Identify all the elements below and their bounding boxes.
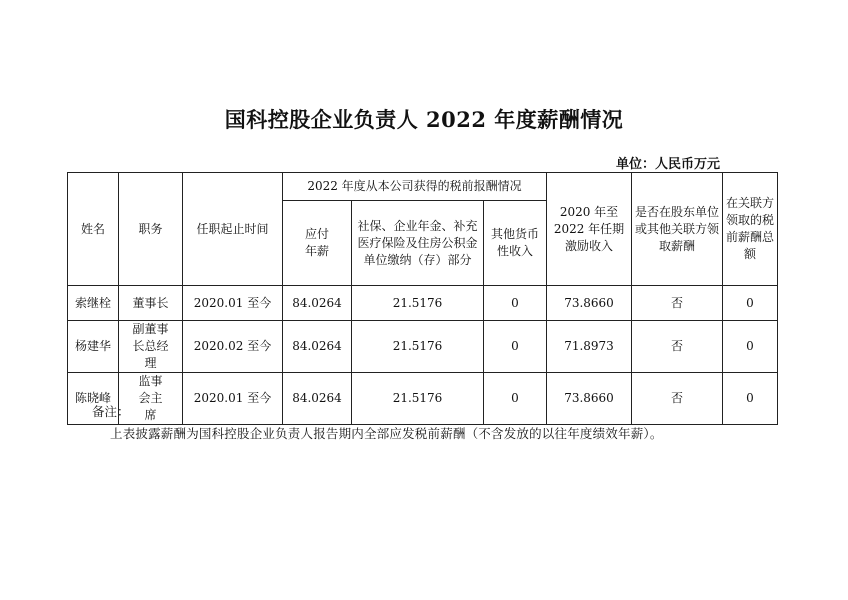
cell-affiliate-flag: 否: [632, 321, 723, 373]
cell-incentive: 71.8973: [547, 321, 632, 373]
header-salary: 应付年薪: [283, 201, 352, 286]
cell-other: 0: [484, 286, 547, 321]
header-group-pretax: 2022 年度从本公司获得的税前报酬情况: [283, 173, 547, 201]
page-title: 国科控股企业负责人 2022 年度薪酬情况: [224, 107, 624, 132]
cell-name: 索继栓: [68, 286, 119, 321]
table-row: [68, 373, 778, 425]
cell-salary: 84.0264: [283, 373, 352, 425]
cell-term: 2020.01 至今: [183, 286, 283, 321]
cell-affiliate-flag: 否: [632, 373, 723, 425]
cell-affiliate-total: 0: [723, 321, 778, 373]
cell-insurance: 21.5176: [352, 286, 484, 321]
cell-position: 监事会主席: [119, 373, 183, 425]
cell-term: 2020.02 至今: [183, 321, 283, 373]
table-row: [68, 286, 778, 321]
header-term: 任职起止时间: [183, 173, 283, 286]
header-affiliate-flag: 是否在股东单位或其他关联方领取薪酬: [632, 173, 723, 286]
cell-name: 杨建华: [68, 321, 119, 373]
unit-label: 单位：人民币万元: [615, 157, 720, 172]
cell-insurance: 21.5176: [352, 321, 484, 373]
table-row: [68, 321, 778, 373]
cell-position: 副董事长总经理: [119, 321, 183, 373]
cell-salary: 84.0264: [283, 321, 352, 373]
header-other: 其他货币性收入: [484, 201, 547, 286]
cell-other: 0: [484, 321, 547, 373]
header-position: 职务: [119, 173, 183, 286]
cell-name: 陈晓峰: [68, 373, 119, 425]
header-insurance: 社保、企业年金、补充医疗保险及住房公积金单位缴纳（存）部分: [352, 201, 484, 286]
header-name: 姓名: [68, 173, 119, 286]
header-incentive: 2020 年至 2022 年任期激励收入: [547, 173, 632, 286]
cell-position: 董事长: [119, 286, 183, 321]
notes-label: 备注：: [92, 404, 130, 419]
cell-affiliate-total: 0: [723, 286, 778, 321]
notes-text: 上表披露薪酬为国科控股企业负责人报告期内全部应发税前薪酬（不含发放的以往年度绩效年薪）。: [110, 426, 663, 441]
header-affiliate-total: 在关联方领取的税前薪酬总额: [723, 173, 778, 286]
cell-affiliate-flag: 否: [632, 286, 723, 321]
cell-salary: 84.0264: [283, 286, 352, 321]
cell-affiliate-total: 0: [723, 373, 778, 425]
cell-insurance: 21.5176: [352, 373, 484, 425]
cell-term: 2020.01 至今: [183, 373, 283, 425]
cell-other: 0: [484, 373, 547, 425]
cell-incentive: 73.8660: [547, 373, 632, 425]
compensation-table: [67, 172, 778, 425]
cell-incentive: 73.8660: [547, 286, 632, 321]
